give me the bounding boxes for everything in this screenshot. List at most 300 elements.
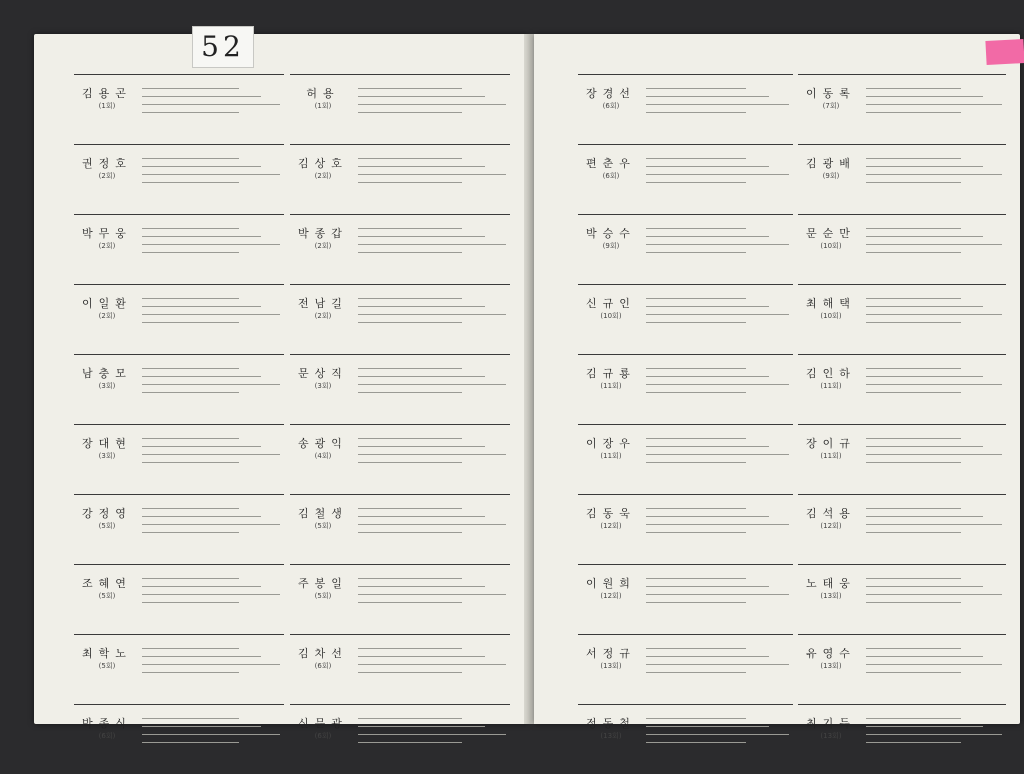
detail-line [866,508,961,509]
detail-line [866,314,1002,315]
artist-name: 김철생 [298,507,348,520]
entry-details [646,291,789,323]
artist-name: 박무웅 [82,227,132,240]
exhibition-count: (12회) [820,522,842,530]
exhibition-count: (6회) [314,662,332,670]
artist-name: 김광배 [806,157,856,170]
entry-details [866,291,1002,323]
detail-line [142,88,239,89]
entry-details [866,151,1002,183]
exhibition-count: (13회) [820,732,842,740]
exhibition-count: (4회) [314,452,332,460]
detail-line [866,672,961,673]
detail-line [142,166,261,167]
detail-line [358,578,462,579]
artist-entry [290,354,510,424]
artist-name: 노태웅 [806,577,856,590]
artist-entry [74,74,284,144]
artist-entry [74,704,284,774]
detail-line [646,524,789,525]
detail-line [866,368,961,369]
detail-line [358,166,485,167]
artist-name: 최학노 [82,647,132,660]
exhibition-count: (5회) [98,662,116,670]
detail-line [358,112,462,113]
artist-entry [290,494,510,564]
detail-line [866,726,983,727]
artist-name: 남충모 [82,367,132,380]
detail-line [142,446,261,447]
exhibition-count: (12회) [600,522,622,530]
artist-name: 이일환 [82,297,132,310]
detail-line [142,252,239,253]
entry-details [866,221,1002,253]
exhibition-count: (5회) [314,592,332,600]
entry-details [866,431,1002,463]
detail-line [358,384,506,385]
detail-line [646,726,769,727]
detail-line [866,236,983,237]
left-page [34,30,528,740]
detail-line [142,158,239,159]
detail-line [646,88,746,89]
detail-line [646,96,769,97]
artist-name: 장경선 [586,87,636,100]
artist-name: 장대현 [82,437,132,450]
detail-line [358,602,462,603]
entry-details [646,431,789,463]
detail-line [866,742,961,743]
exhibition-count: (10회) [820,312,842,320]
detail-line [646,594,789,595]
detail-line [646,532,746,533]
detail-line [142,656,261,657]
entry-details [358,291,506,323]
entry-details [142,151,280,183]
artist-entry [578,634,793,704]
detail-line [358,306,485,307]
entry-details [142,431,280,463]
entry-details [142,711,280,743]
detail-line [866,112,961,113]
entry-details [866,641,1002,673]
artist-name: 김상호 [298,157,348,170]
detail-line [358,174,506,175]
entry-details [646,81,789,113]
detail-line [142,306,261,307]
artist-name: 문상직 [298,367,348,380]
artist-name: 유영수 [806,647,856,660]
artist-entry [578,494,793,564]
entry-details [358,361,506,393]
artist-entry [798,214,1006,284]
artist-name: 최해택 [806,297,856,310]
artist-name: 조혜연 [82,577,132,590]
detail-line [646,462,746,463]
artist-name: 장이규 [806,437,856,450]
exhibition-count: (1회) [314,102,332,110]
detail-line [646,454,789,455]
artist-entry [578,144,793,214]
detail-line [866,532,961,533]
entry-details [142,361,280,393]
detail-line [358,182,462,183]
detail-line [646,166,769,167]
entry-details [646,571,789,603]
artist-name: 신문광 [298,717,348,730]
artist-name: 정동철 [586,717,636,730]
detail-line [866,244,1002,245]
exhibition-count: (6회) [314,732,332,740]
exhibition-count: (10회) [600,312,622,320]
detail-line [358,228,462,229]
detail-line [866,376,983,377]
exhibition-count: (1회) [98,102,116,110]
detail-line [646,314,789,315]
detail-line [358,524,506,525]
detail-line [866,586,983,587]
detail-line [142,384,280,385]
detail-line [358,742,462,743]
detail-line [358,508,462,509]
detail-line [866,602,961,603]
artist-name: 박승수 [586,227,636,240]
artist-entry [290,424,510,494]
right-column-2 [798,74,1006,774]
detail-line [358,392,462,393]
entry-details [142,501,280,533]
exhibition-count: (11회) [600,382,622,390]
detail-line [358,672,462,673]
detail-line [866,166,983,167]
artist-entry [578,564,793,634]
detail-line [142,532,239,533]
artist-entry [798,634,1006,704]
entry-details [358,431,506,463]
artist-name: 허용 [306,87,340,100]
detail-line [646,158,746,159]
artist-entry [798,74,1006,144]
entry-details [358,151,506,183]
entry-details [142,81,280,113]
detail-line [866,648,961,649]
detail-line [142,516,261,517]
detail-line [142,524,280,525]
detail-line [646,664,789,665]
exhibition-count: (3회) [98,382,116,390]
artist-name: 최기득 [806,717,856,730]
left-column-2 [290,74,510,774]
artist-name: 권정호 [82,157,132,170]
detail-line [646,602,746,603]
artist-name: 박종식 [82,717,132,730]
entry-details [358,571,506,603]
detail-line [142,392,239,393]
artist-entry [290,284,510,354]
detail-line [646,734,789,735]
detail-line [358,438,462,439]
sticky-note-flag [985,39,1024,65]
artist-entry [578,214,793,284]
artist-name: 강정영 [82,507,132,520]
entry-details [142,641,280,673]
right-column-1 [578,74,793,774]
artist-entry [578,284,793,354]
detail-line [866,182,961,183]
detail-line [358,158,462,159]
detail-line [358,462,462,463]
detail-line [866,104,1002,105]
detail-line [866,252,961,253]
detail-line [866,322,961,323]
artist-entry [798,564,1006,634]
artist-entry [798,704,1006,774]
detail-line [646,446,769,447]
detail-line [646,516,769,517]
detail-line [142,726,261,727]
detail-line [646,438,746,439]
detail-line [358,594,506,595]
detail-line [358,718,462,719]
artist-name: 신규인 [586,297,636,310]
detail-line [646,718,746,719]
detail-line [646,182,746,183]
detail-line [646,104,789,105]
exhibition-count: (6회) [602,102,620,110]
detail-line [866,524,1002,525]
entry-details [358,501,506,533]
detail-line [142,734,280,735]
detail-line [866,664,1002,665]
artist-name: 김동욱 [586,507,636,520]
detail-line [358,446,485,447]
detail-line [646,174,789,175]
artist-entry [74,284,284,354]
detail-line [142,718,239,719]
artist-entry [74,144,284,214]
exhibition-count: (5회) [98,522,116,530]
entry-details [866,711,1002,743]
detail-line [646,298,746,299]
exhibition-count: (3회) [98,452,116,460]
detail-line [358,88,462,89]
detail-line [866,734,1002,735]
detail-line [866,438,961,439]
artist-entry [578,704,793,774]
artist-name: 전남길 [298,297,348,310]
artist-name: 김용곤 [82,87,132,100]
detail-line [142,578,239,579]
exhibition-count: (11회) [600,452,622,460]
exhibition-count: (10회) [820,242,842,250]
artist-entry [290,704,510,774]
entry-details [866,501,1002,533]
detail-line [358,252,462,253]
detail-line [866,454,1002,455]
detail-line [646,228,746,229]
detail-line [142,602,239,603]
exhibition-count: (13회) [600,732,622,740]
detail-line [358,322,462,323]
detail-line [866,578,961,579]
artist-entry [290,634,510,704]
entry-details [646,221,789,253]
artist-entry [74,354,284,424]
detail-line [866,174,1002,175]
detail-line [646,112,746,113]
detail-line [142,462,239,463]
detail-line [358,96,485,97]
entry-details [646,641,789,673]
detail-line [646,578,746,579]
detail-line [142,594,280,595]
exhibition-count: (6회) [98,732,116,740]
artist-entry [578,424,793,494]
detail-line [358,454,506,455]
artist-name: 김인하 [806,367,856,380]
detail-line [142,368,239,369]
detail-line [866,392,961,393]
detail-line [142,672,239,673]
detail-line [866,298,961,299]
artist-entry [798,144,1006,214]
exhibition-count: (9회) [602,242,620,250]
detail-line [866,516,983,517]
detail-line [646,648,746,649]
left-column-1 [74,74,284,774]
artist-entry [74,214,284,284]
detail-line [142,174,280,175]
detail-line [646,392,746,393]
detail-line [866,306,983,307]
detail-line [646,672,746,673]
entry-details [646,711,789,743]
exhibition-count: (5회) [98,592,116,600]
detail-line [142,438,239,439]
detail-line [866,96,983,97]
detail-line [358,656,485,657]
detail-line [142,322,239,323]
detail-line [646,236,769,237]
artist-entry [74,424,284,494]
artist-name: 이원희 [586,577,636,590]
detail-line [142,244,280,245]
entry-details [866,571,1002,603]
detail-line [142,112,239,113]
artist-entry [798,354,1006,424]
exhibition-count: (2회) [98,312,116,320]
detail-line [142,104,280,105]
exhibition-count: (13회) [820,592,842,600]
detail-line [866,718,961,719]
detail-line [142,182,239,183]
artist-entry [290,74,510,144]
artist-entry [74,494,284,564]
artist-entry [798,284,1006,354]
exhibition-count: (7회) [822,102,840,110]
artist-name: 문순만 [806,227,856,240]
artist-name: 박종갑 [298,227,348,240]
artist-name: 서정규 [586,647,636,660]
detail-line [866,656,983,657]
detail-line [358,726,485,727]
detail-line [358,586,485,587]
exhibition-count: (6회) [602,172,620,180]
detail-line [866,88,961,89]
exhibition-count: (9회) [822,172,840,180]
entry-details [866,361,1002,393]
detail-line [866,158,961,159]
detail-line [358,734,506,735]
artist-entry [290,144,510,214]
entry-details [142,571,280,603]
detail-line [646,742,746,743]
detail-line [142,664,280,665]
exhibition-count: (2회) [314,312,332,320]
detail-line [646,368,746,369]
detail-line [142,454,280,455]
artist-name: 편춘우 [586,157,636,170]
exhibition-count: (11회) [820,452,842,460]
detail-line [142,586,261,587]
detail-line [646,244,789,245]
exhibition-count: (2회) [98,242,116,250]
artist-name: 김규룡 [586,367,636,380]
right-page [534,34,1020,740]
detail-line [866,594,1002,595]
detail-line [358,104,506,105]
entry-details [358,221,506,253]
entry-details [646,151,789,183]
artist-name: 이장우 [586,437,636,450]
detail-line [142,228,239,229]
exhibition-count: (5회) [314,522,332,530]
detail-line [358,244,506,245]
detail-line [358,664,506,665]
artist-entry [798,424,1006,494]
detail-line [142,314,280,315]
artist-name: 주봉일 [298,577,348,590]
artist-entry [578,74,793,144]
artist-name: 이동록 [806,87,856,100]
detail-line [358,532,462,533]
detail-line [646,376,769,377]
exhibition-count: (2회) [314,172,332,180]
detail-line [142,508,239,509]
exhibition-count: (11회) [820,382,842,390]
detail-line [646,508,746,509]
detail-line [142,298,239,299]
entry-details [142,291,280,323]
detail-line [358,298,462,299]
detail-line [358,648,462,649]
detail-line [646,252,746,253]
detail-line [358,368,462,369]
detail-line [646,306,769,307]
detail-line [142,742,239,743]
exhibition-count: (3회) [314,382,332,390]
entry-details [358,711,506,743]
page-number-tag: 52 [192,26,254,68]
artist-entry [578,354,793,424]
detail-line [646,384,789,385]
detail-line [142,236,261,237]
detail-line [142,648,239,649]
entry-details [646,361,789,393]
detail-line [866,462,961,463]
detail-line [358,314,506,315]
exhibition-count: (2회) [98,172,116,180]
